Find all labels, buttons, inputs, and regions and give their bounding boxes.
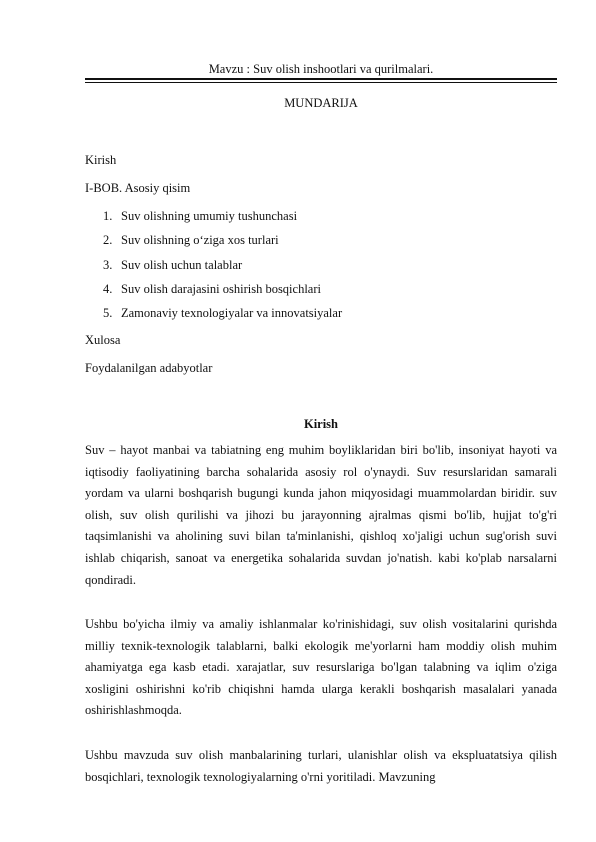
toc-item-conclusion: Xulosa — [85, 333, 121, 347]
toc-heading: MUNDARIJA — [284, 96, 358, 110]
body-paragraph: Ushbu mavzuda suv olish manbalarining turlari, ulanishlar olish va ekspluatatsiya qilish bosqichlari, texnologik texnologiyalarning o'rni yoritiladi. Mavzuning — [85, 748, 557, 784]
toc-number: 3. — [103, 258, 113, 272]
document-title: Mavzu : Suv olish inshootlari va qurilmalari. — [208, 62, 434, 76]
section-heading-intro: Kirish — [303, 417, 339, 431]
toc-number: 4. — [103, 282, 113, 296]
toc-subitem: Suv olish darajasini oshirish bosqichlari — [121, 282, 321, 296]
toc-number: 2. — [103, 233, 113, 247]
toc-item-intro: Kirish — [85, 153, 117, 167]
toc-item-chapter: I-BOB. Asosiy qisim — [85, 181, 191, 195]
toc-item-references: Foydalanilgan adabyotlar — [85, 361, 213, 375]
body-paragraph: Ushbu bo'yicha ilmiy va amaliy ishlanmalar ko'rinishidagi, suv olish vositalarini qurishda milliy texnik-texnologik talablarni, balki ekologik me'yorlarni ham moddiy olish muhim ahamiyatga ega kasb etadi. xarajatlar, suv resurslariga bo'lgan talabning va iqlim o'ziga xosligini oshirishni ko'rib chiqishni hamda ularga kerakli boshqarish masalalari yanada oshirishlashmoqda. — [85, 617, 557, 718]
toc-number: 5. — [103, 306, 113, 320]
toc-subitem: Suv olishning umumiy tushunchasi — [121, 209, 298, 223]
toc-subitem: Zamonaviy texnologiyalar va innovatsiyalar — [121, 306, 343, 320]
toc-subitem: Suv olishning o‘ziga xos turlari — [121, 233, 279, 247]
toc-number: 1. — [103, 209, 113, 223]
toc-subitem: Suv olish uchun talablar — [121, 258, 243, 272]
header-rule-thin — [85, 82, 557, 83]
header-rule-thick — [85, 78, 557, 80]
body-paragraph: Suv – hayot manbai va tabiatning eng muhim boyliklaridan biri bo'lib, insoniyat hayoti va iqtisodiy faoliyatining barcha sohalarida asosiy rol o'ynaydi. Suv resurslaridan samarali yordam va ularni boshqarish bugungi kunda jahon miqyosidagi muammolardan biridir. suv olish, suv olish qurilishi va jihozi bu jarayonning ajralmas qismi bo'lib, hujjat to'g'ri taqsimlanishi va aholining suvi bilan ta'minlanishi, qishloq xo'jaligi uchun sug'orish suvi ishlab chiqarish, sanoat va energetika sohalarida suvdan jo'natish. kabi ko'plab narsalarni qondiradi. — [85, 443, 557, 587]
